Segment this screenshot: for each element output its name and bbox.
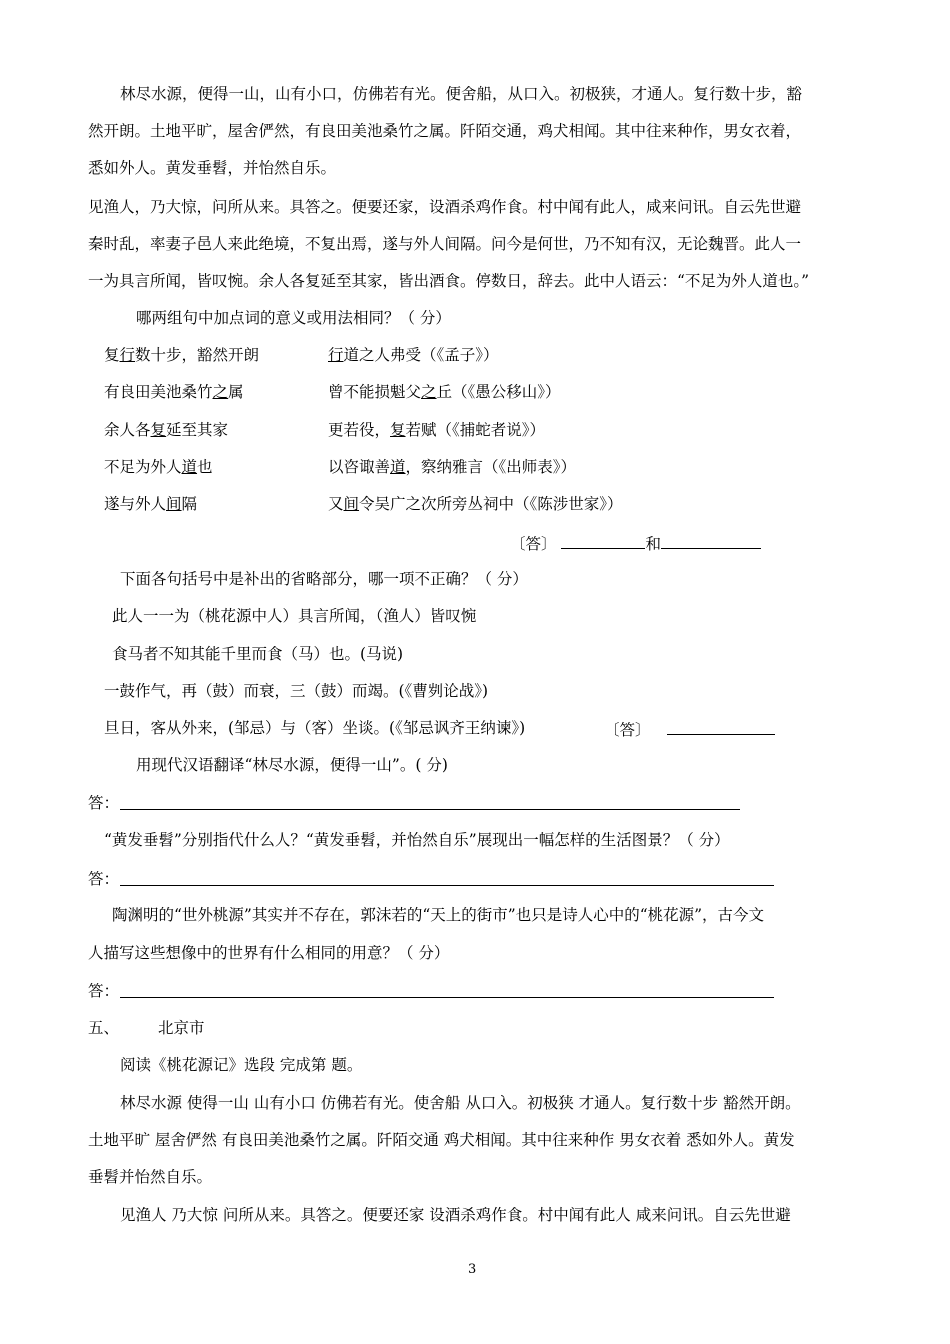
q1-left-sentence: 复行数十步，豁然开朗 bbox=[104, 346, 260, 364]
q2-answer-line bbox=[604, 718, 775, 740]
question-5-prompt: 陶渊明的“世外桃源”其实并不存在，郭沫若的“天上的街市”也只是诗人心中的“桃花源”，古今文 bbox=[112, 906, 765, 924]
question-5-prompt: 人描写这些想像中的世界有什么相同的用意？（ 分） bbox=[88, 944, 450, 962]
passage-line: 然开朗。土地平旷，屋舍俨然，有良田美池桑竹之属。阡陌交通，鸡犬相闻。其中往来种作，男女衣着， bbox=[88, 122, 802, 140]
question-1-prompt: 哪两组句中加点词的意义或用法相同？（ 分） bbox=[136, 309, 451, 327]
q1-right-sentence: 行道之人弗受（《孟子》） bbox=[328, 346, 499, 364]
answer-line[interactable] bbox=[120, 885, 774, 886]
q1-right-sentence: 又间令吴广之次所旁丛祠中（《陈涉世家》） bbox=[328, 495, 623, 513]
answer-line[interactable] bbox=[120, 997, 774, 998]
passage-line: 见渔人，乃大惊，问所从来。具答之。便要还家，设酒杀鸡作食。村中闻有此人，咸来问讯。自云先世避 bbox=[88, 198, 802, 216]
page-number: 3 bbox=[468, 1262, 477, 1277]
answer-label: 答： bbox=[88, 794, 120, 812]
answer-blank-2[interactable] bbox=[661, 532, 761, 549]
passage-line: 悉如外人。黄发垂髫，并怡然自乐。 bbox=[88, 159, 337, 177]
passage-line: 秦时乱，率妻子邑人来此绝境，不复出焉，遂与外人间隔。问今是何世，乃不知有汉，无论魏晋。此人一 bbox=[88, 235, 802, 253]
q2-option: 旦日，客从外来，(邹忌）与（客）坐谈。(《邹忌讽齐王纳谏》) bbox=[104, 719, 526, 737]
dotted-word: 道 bbox=[390, 458, 406, 476]
question-4-prompt: “黄发垂髫”分别指代什么人？“黄发垂髫，并怡然自乐”展现出一幅怎样的生活图景？（ 分） bbox=[104, 831, 730, 849]
q1-answer-line bbox=[510, 532, 761, 554]
answer-label: 答： bbox=[88, 982, 120, 1000]
q1-left-sentence: 余人各复延至其家 bbox=[104, 421, 229, 439]
answer-line[interactable] bbox=[120, 809, 740, 810]
answer-blank-1[interactable] bbox=[561, 532, 645, 549]
q1-left-sentence: 遂与外人间隔 bbox=[104, 495, 198, 513]
question-2-prompt: 下面各句括号中是补出的省略部分，哪一项不正确？（ 分） bbox=[120, 570, 528, 588]
answer-label: 答： bbox=[88, 870, 120, 888]
passage-line: 见渔人 乃大惊 问所从来。具答之。便要还家 设酒杀鸡作食。村中闻有此人 咸来问讯。自云先世避 bbox=[120, 1206, 791, 1224]
passage-line: 垂髫并怡然自乐。 bbox=[88, 1168, 213, 1186]
q1-left-sentence: 有良田美池桑竹之属 bbox=[104, 383, 244, 401]
q1-right-sentence: 更若役，复若赋（《捕蛇者说》） bbox=[328, 421, 546, 439]
q2-option: 一鼓作气，再（鼓）而衰，三（鼓）而竭。(《曹刿论战》) bbox=[104, 682, 489, 700]
passage-line: 土地平旷 屋舍俨然 有良田美池桑竹之属。阡陌交通 鸡犬相闻。其中往来种作 男女衣着 悉如外人。黄发 bbox=[88, 1131, 795, 1149]
section-number: 五、 bbox=[88, 1019, 120, 1037]
q1-right-sentence: 曾不能损魁父之丘（《愚公移山》） bbox=[328, 383, 561, 401]
dotted-word: 间 bbox=[343, 495, 360, 513]
answer-join: 和 bbox=[645, 535, 661, 553]
answer-label: 〔答〕 bbox=[510, 535, 557, 553]
passage-line: 林尽水源 使得一山 山有小口 仿佛若有光。使舍船 从口入。初极狭 才通人。复行数十步 豁然开朗。 bbox=[120, 1094, 801, 1112]
q2-option: 此人一一为（桃花源中人）具言所闻，（渔人）皆叹惋 bbox=[112, 607, 477, 625]
dotted-word: 复 bbox=[150, 421, 167, 439]
q1-right-sentence: 以咨诹善道，察纳雅言（《出师表》） bbox=[328, 458, 577, 476]
dotted-word: 之 bbox=[212, 383, 229, 401]
dotted-word: 道 bbox=[181, 458, 198, 476]
dotted-word: 行 bbox=[119, 346, 136, 364]
section-title: 北京市 bbox=[158, 1019, 205, 1037]
dotted-word: 之 bbox=[421, 383, 437, 401]
section-instruction: 阅读《桃花源记》选段 完成第 题。 bbox=[120, 1056, 363, 1074]
answer-blank[interactable] bbox=[667, 718, 775, 735]
passage-line: 林尽水源，便得一山，山有小口，仿佛若有光。便舍船，从口入。初极狭，才通人。复行数十步，豁 bbox=[120, 85, 803, 103]
dotted-word: 间 bbox=[166, 495, 182, 513]
q1-left-sentence: 不足为外人道也 bbox=[104, 458, 213, 476]
answer-label: 〔答〕 bbox=[604, 721, 651, 739]
q2-option: 食马者不知其能千里而食（马）也。(马说) bbox=[112, 645, 404, 663]
dotted-word: 行 bbox=[328, 346, 344, 364]
question-3-prompt: 用现代汉语翻译“林尽水源，便得一山”。( 分) bbox=[136, 756, 448, 774]
passage-line: 一为具言所闻，皆叹惋。余人各复延至其家，皆出酒食。停数日，辞去。此中人语云：“不足为外人道也。” bbox=[88, 272, 810, 290]
dotted-word: 复 bbox=[390, 421, 406, 439]
